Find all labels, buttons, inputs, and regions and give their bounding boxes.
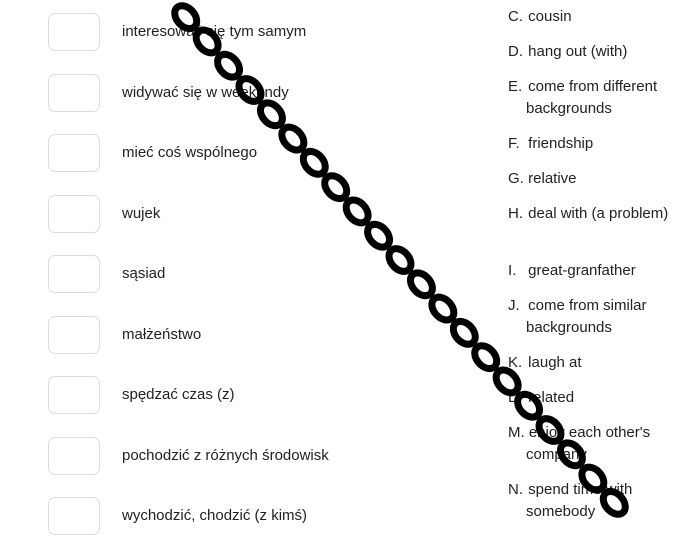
- watermark-glyph: [449, 317, 480, 348]
- polish-phrase: spędzać czas (z): [122, 386, 235, 403]
- english-option: [508, 387, 696, 409]
- option-letter: H.: [508, 205, 523, 222]
- option-letter: I.: [508, 262, 517, 279]
- option-text: enjoy each other's company: [526, 424, 651, 463]
- polish-phrase: interesować się tym samym: [122, 23, 307, 40]
- match-row: [48, 437, 448, 477]
- option-text: great-granfather: [528, 262, 636, 279]
- match-row: [48, 316, 448, 356]
- polish-phrase: wujek: [122, 204, 161, 222]
- option-letter: N.: [508, 481, 523, 498]
- answer-box[interactable]: [48, 497, 100, 535]
- match-row: [48, 13, 448, 53]
- option-text: come from similar backgrounds: [526, 297, 647, 336]
- option-letter: L.: [508, 389, 521, 406]
- option-text: cousin: [528, 8, 572, 25]
- english-option: [508, 133, 696, 155]
- option-text: deal with (a problem): [528, 205, 669, 222]
- option-text: come from different backgrounds: [526, 78, 658, 117]
- english-option: [508, 203, 696, 225]
- english-option: [508, 260, 696, 282]
- match-row: [48, 74, 448, 114]
- answer-box[interactable]: [48, 13, 100, 51]
- english-option: [508, 295, 696, 339]
- option-letter: K.: [508, 354, 523, 371]
- english-option: [508, 76, 696, 120]
- match-row: [48, 376, 448, 416]
- polish-phrase: widywać się w weekendy: [122, 83, 289, 101]
- answer-box[interactable]: [48, 134, 100, 172]
- english-option: [508, 479, 696, 523]
- match-row: [48, 255, 448, 295]
- answer-box[interactable]: [48, 195, 100, 233]
- answer-box[interactable]: [48, 255, 100, 293]
- option-text: related: [528, 389, 575, 406]
- english-option: [508, 352, 696, 374]
- option-letter: M.: [508, 424, 525, 441]
- english-option: [508, 422, 696, 466]
- match-row: [48, 134, 448, 174]
- match-row: [48, 195, 448, 235]
- option-letter: E.: [508, 78, 523, 95]
- watermark-glyph: [470, 341, 501, 372]
- option-text: spend time with somebody: [526, 481, 633, 520]
- polish-phrase: małżeństwo: [122, 325, 202, 343]
- option-text: friendship: [528, 135, 594, 152]
- answer-box[interactable]: [48, 74, 100, 112]
- option-letter: J.: [508, 297, 520, 314]
- english-option: [508, 168, 696, 190]
- answer-box[interactable]: [48, 316, 100, 354]
- option-text: relative: [528, 170, 577, 187]
- answer-box[interactable]: [48, 437, 100, 475]
- polish-phrase: sąsiad: [122, 265, 166, 282]
- option-text: hang out (with): [528, 43, 628, 60]
- polish-phrase: wychodzić, chodzić (z kimś): [122, 507, 308, 524]
- option-text: laugh at: [528, 354, 582, 371]
- polish-phrase: mieć coś wspólnego: [122, 144, 258, 161]
- option-letter: F.: [508, 135, 520, 152]
- option-letter: C.: [508, 8, 523, 25]
- english-option: [508, 6, 696, 28]
- option-letter: G.: [508, 170, 524, 187]
- polish-phrase: pochodzić z różnych środowisk: [122, 446, 329, 464]
- option-letter: D.: [508, 43, 523, 60]
- english-option: [508, 41, 696, 63]
- answer-box[interactable]: [48, 376, 100, 414]
- match-row: [48, 497, 448, 537]
